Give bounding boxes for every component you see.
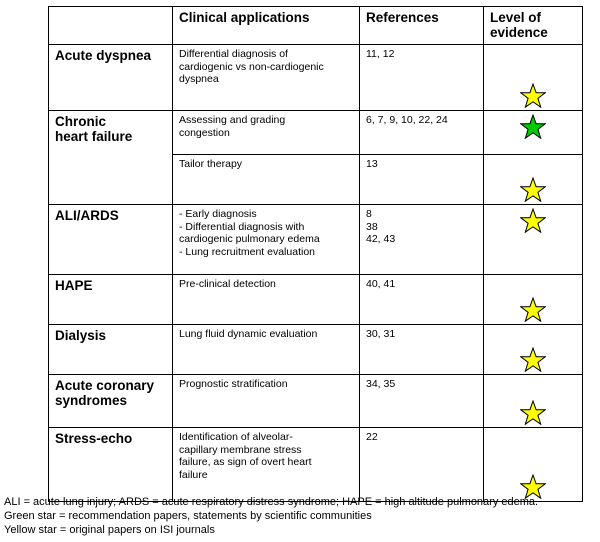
application-line: capillary membrane stress: [179, 443, 302, 456]
footnote-green-star: Green star = recommendation papers, statements by scientific communities: [4, 510, 372, 522]
header-applications: Clinical applications: [173, 7, 360, 45]
star-shape: [521, 178, 546, 201]
application-cell: [173, 428, 360, 502]
condition-cell: [49, 325, 173, 375]
application-cell: [173, 155, 360, 205]
condition-cell: [49, 111, 173, 205]
reference-line: 11, 12: [366, 48, 395, 60]
application-line: dyspnea: [179, 73, 219, 85]
star-shape: [521, 298, 546, 321]
level-cell: [484, 275, 583, 325]
star-icon: [520, 297, 546, 322]
application-line: Prognostic stratification: [179, 378, 288, 390]
application-line: failure, as sign of overt heart: [179, 456, 312, 468]
condition-cell: [49, 45, 173, 111]
application-line: cardiogenic pulmonary edema: [179, 233, 320, 245]
star-shape: [521, 348, 546, 371]
level-cell: [484, 111, 583, 155]
level-cell: [484, 325, 583, 375]
star-icon: [520, 208, 546, 233]
reference-line: 34, 35: [366, 378, 396, 390]
references-cell: [360, 155, 484, 205]
table-row: [49, 375, 583, 428]
references-cell: [360, 45, 484, 111]
reference-line: 42, 43: [366, 233, 396, 245]
application-line: Identification of alveolar-: [179, 431, 293, 443]
header-level: [484, 7, 583, 45]
table-row: [49, 205, 583, 275]
references-cell: [360, 375, 484, 428]
table-row: [49, 428, 583, 502]
application-line: Differential diagnosis of: [179, 48, 288, 60]
application-line: - Early diagnosis: [179, 208, 257, 220]
application-cell: [173, 325, 360, 375]
header-level-line2: evidence: [490, 25, 548, 40]
application-line: congestion: [179, 126, 230, 139]
table-row: [49, 111, 583, 155]
table-row: [49, 275, 583, 325]
application-cell: [173, 375, 360, 428]
footnote-abbreviations: ALI = acute lung injury; ARDS = acute respiratory distress syndrome; HAPE = high altitude pulmonary edema.: [4, 496, 539, 508]
condition-line: Acute coronary: [55, 378, 155, 393]
reference-line: 13: [366, 158, 378, 170]
references-cell: [360, 275, 484, 325]
condition-line: HAPE: [55, 278, 93, 293]
application-line: Tailor therapy: [179, 158, 243, 170]
evidence-table: [48, 6, 583, 502]
condition-line: Chronic: [55, 114, 107, 129]
condition-line: Stress-echo: [55, 431, 133, 446]
condition-line: Dialysis: [55, 328, 107, 343]
condition-cell: [49, 375, 173, 428]
condition-cell: [49, 428, 173, 502]
star-shape: [521, 401, 546, 424]
header-row: [49, 7, 583, 45]
reference-line: 38: [366, 220, 378, 233]
reference-line: 30, 31: [366, 328, 396, 340]
application-cell: [173, 111, 360, 155]
star-icon: [520, 83, 546, 108]
level-cell: [484, 375, 583, 428]
reference-line: 22: [366, 431, 378, 443]
level-cell: [484, 205, 583, 275]
condition-line: Acute dyspnea: [55, 48, 152, 63]
star-icon: [520, 347, 546, 372]
level-cell: [484, 428, 583, 502]
application-cell: [173, 45, 360, 111]
references-cell: [360, 111, 484, 155]
condition-line: heart failure: [55, 129, 133, 144]
table-row: [49, 45, 583, 111]
application-line: Lung fluid dynamic evaluation: [179, 328, 318, 340]
star-shape: [521, 115, 546, 138]
header-condition: [49, 7, 173, 45]
table-row: [49, 325, 583, 375]
application-line: Assessing and grading: [179, 114, 286, 126]
reference-line: 8: [366, 208, 372, 220]
condition-cell: [49, 275, 173, 325]
references-cell: [360, 205, 484, 275]
star-icon: [520, 400, 546, 425]
application-cell: [173, 275, 360, 325]
footnotes: [4, 495, 538, 537]
level-cell: [484, 45, 583, 111]
star-icon: [520, 177, 546, 202]
references-cell: [360, 325, 484, 375]
application-line: - Lung recruitment evaluation: [179, 245, 315, 258]
application-line: cardiogenic vs non-cardiogenic: [179, 60, 324, 73]
header-level-line1: Level of: [490, 10, 542, 25]
application-line: - Differential diagnosis with: [179, 220, 305, 233]
references-cell: [360, 428, 484, 502]
star-shape: [521, 209, 546, 232]
application-line: failure: [179, 468, 208, 481]
level-cell: [484, 155, 583, 205]
reference-line: 6, 7, 9, 10, 22, 24: [366, 114, 448, 126]
condition-line: syndromes: [55, 393, 128, 408]
condition-line: ALI/ARDS: [55, 208, 119, 223]
footnote-yellow-star: Yellow star = original papers on ISI journals: [4, 524, 215, 536]
condition-cell: [49, 205, 173, 275]
application-cell: [173, 205, 360, 275]
header-references: References: [360, 7, 484, 45]
star-icon: [520, 114, 546, 139]
application-line: Pre-clinical detection: [179, 278, 276, 290]
star-shape: [521, 84, 546, 107]
reference-line: 40, 41: [366, 278, 396, 290]
